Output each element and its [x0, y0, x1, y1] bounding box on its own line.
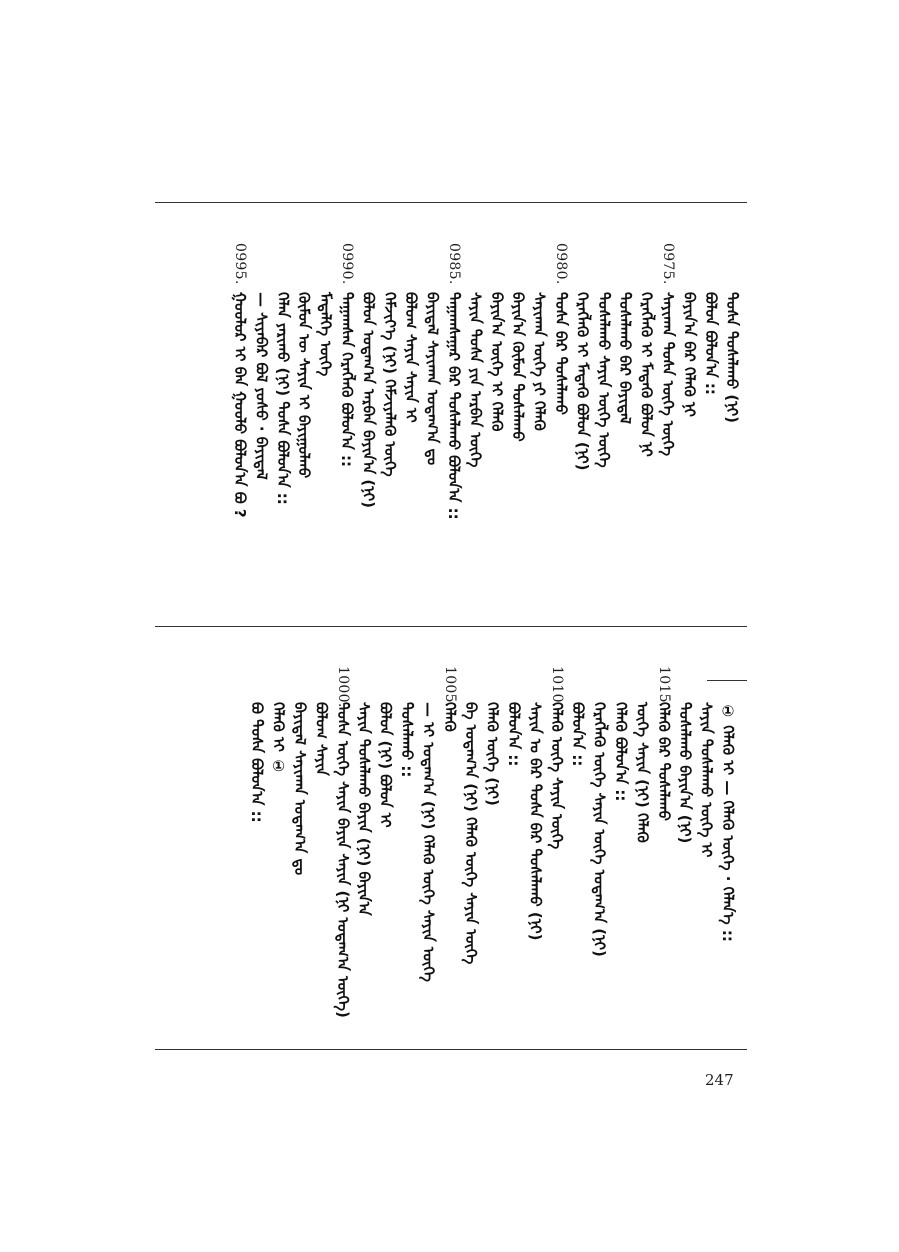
verse-line: ᠪᠠᠶᠢᠳᠠᠯ ᠰᠠᠶᠢᠬᠠᠨ ᠤᠳᠠᠭ᠎ᠠ ᠳᠤ	[423, 292, 442, 466]
verse-line: ᠲᠠᠭᠠᠭᠰᠠᠭᠠᠷ ᠪᠠᠷ ᠲᠤᠰᠠᠯᠠᠬᠤ ᠪᠣᠯᠤᠨ᠎ᠠ ::	[445, 292, 463, 520]
verse-line: ᠪᠠ ᠤᠳᠠᠭ᠎ᠠ (ᠨᠢ) ᠬᠡᠯᠡᠬᠦ ᠦᠭᠡ ᠰᠠᠶᠢᠨ ᠦᠭᠡ	[462, 702, 481, 965]
verse-line: ᠰᠠᠶᠢᠨ ᠲᠤᠰᠠᠯᠠᠬᠤ ᠦᠭᠡ ᠢ	[697, 702, 716, 858]
bottom-rule	[155, 1049, 747, 1050]
verse-line: ᠪᠠᠶᠢᠨ᠎ᠠ ᠪᠠᠷ ᠬᠡᠯᠡᠬᠦ ᠨᠢ	[680, 292, 699, 417]
verse-line: ᠬᠡᠷᠡᠭᠯᠡᠬᠦ ᠦᠭᠡ ᠰᠠᠶᠢᠨ ᠦᠭᠡ ᠤᠳᠠᠭ᠎ᠠ (ᠨᠢ)	[590, 702, 609, 957]
middle-rule	[155, 626, 747, 627]
verse-line: ᠰᠠᠶᠢᠨ ᠲᠤᠰᠠ ᠶᠢᠨ ᠠᠷᠪᠠᠨ ᠦᠭᠡ	[466, 292, 485, 468]
line-number: 0985.	[446, 243, 462, 285]
verse-line: ᠦᠭᠡ ᠰᠠᠶᠢᠨ (ᠨᠢ) ᠬᠡᠯᠡᠬᠦ	[633, 702, 652, 843]
verse-line: ᠭᠤᠤᠯᠤᠷ ᠢ ᠪᠠᠨ ᠭᠤᠤᠯᠤ ᠪᠤᠯᠤᠨ᠎ᠠ ᠪᠤ ?	[231, 292, 249, 518]
line-number: 1010.	[548, 666, 565, 708]
verse-line: ᠲᠤᠰᠠᠯᠠᠬᠤ ::	[398, 702, 416, 778]
top-rule	[155, 202, 747, 203]
verse-line: ᠪᠣᠯᠤᠨ᠎ᠠ ::	[505, 702, 523, 767]
verse-line: ᠬᠡᠯᠡᠬᠦ ᠪᠠᠷ ᠲᠤᠰᠠᠯᠠᠬᠤ	[654, 702, 673, 821]
verse-line: ᠪᠠᠶᠢᠨ᠎ᠠ ᠬᠦᠮᠦᠨ ᠲᠤᠰᠠᠯᠠᠬᠤ	[509, 292, 528, 442]
line-number: 1005.	[441, 666, 458, 708]
verse-line: ᠰᠠᠶᠢᠬᠠᠨ ᠦᠭᠡ ᠶᠢ ᠬᠡᠯᠡᠬᠦ	[530, 292, 549, 431]
line-number: 0975.	[660, 243, 676, 285]
line-number: 1015.	[655, 666, 672, 708]
verse-line: ᠲᠤᠰᠠᠯᠠᠬᠤ ᠪᠠᠷ ᠪᠠᠶᠢᠳᠠᠯ	[616, 292, 635, 425]
verse-line: ① ᠬᠡᠯᠡᠬᠦ ᠢ — ᠬᠡᠯᠡᠬᠦ ᠦᠭᠡ · ᠬᠡᠯᠡᠨ᠎ᠡ ::	[719, 702, 737, 942]
verse-line: ᠮᠡᠳᠡᠯᠭᠡ ᠦᠭᠡ	[316, 292, 335, 377]
verse-line: ᠰᠠᠶᠢᠨ ᠤ ᠪᠠᠷ ᠲᠤᠰᠠ ᠪᠠᠷ ᠲᠤᠰᠠᠯᠠᠬᠤ (ᠨᠢ)	[526, 702, 545, 941]
verse-line: ᠪᠣᠯᠣᠭ ᠰᠠᠶᠢᠨ	[312, 702, 331, 776]
verse-line: ᠬᠡᠯᠡᠬᠦ	[440, 702, 459, 732]
verse-line: ᠪᠣᠯᠣᠨ ᠪᠣᠯᠤᠨ᠎ᠠ ::	[701, 292, 720, 395]
verse-line: ᠪᠠᠶᠢᠨ᠎ᠠ ᠦᠭᠡ ᠢ ᠬᠡᠯᠡᠬᠦ	[487, 292, 506, 432]
verse-line: ᠬᠡᠯᠡᠬᠦ ᠦᠭᠡ ᠰᠠᠶᠢᠨ ᠦᠭᠡ	[547, 702, 566, 850]
verse-line: ᠬᠡᠯᠡᠨ ᠶᠠᠷᠢᠬᠤ (ᠨᠢ) ᠲᠤᠰᠠ ᠪᠣᠯᠤᠨ᠎ᠠ ::	[273, 292, 292, 505]
verse-line: — ᠰᠢᠶᠠᠪᠠᠷ ᠪᠣᠯ ᠶᠣᠰᠤ · ᠪᠠᠶᠢᠳᠠᠯ	[252, 292, 271, 480]
verse-line: ᠬᠡᠷᠡᠭᠯᠡᠬᠦ ᠢ ᠮᠡᠳᠡᠬᠦ ᠪᠣᠯᠣᠨ (ᠨᠢ)	[573, 292, 592, 471]
verse-line: ᠪᠣᠯᠣᠭ ᠰᠠᠶᠢᠨ ᠰᠠᠶᠢᠨ ᠢ	[402, 292, 421, 423]
verse-line: ᠲᠤᠰᠠᠯᠠᠬᠤ ᠰᠠᠶᠢᠨ ᠦᠭᠡ ᠦᠭᠡ	[594, 292, 613, 468]
verse-line: ᠪᠣᠯᠤᠨ᠎ᠠ ::	[569, 702, 588, 767]
verse-line: ᠪᠣᠯᠤᠨ ᠤᠳᠠᠭ᠎ᠠ ᠠᠷᠪᠠᠨ ᠪᠠᠶᠢᠨ᠎ᠠ (ᠨᠢ)	[359, 292, 378, 509]
verse-line: ᠲᠤᠰᠠ ᠲᠤᠰᠠᠯᠠᠬᠤ (ᠨᠢ)	[723, 292, 742, 423]
line-number: 0990.	[339, 243, 355, 285]
verse-line: ᠪᠣ ᠲᠤᠰᠠ ᠪᠣᠯᠤᠨ᠎ᠠ ::	[248, 702, 267, 823]
verse-line: ᠪᠣᠯᠤᠨ (ᠨᠢ) ᠪᠣᠯᠣᠨ ᠢ	[376, 702, 395, 828]
verse-line: ᠪᠠᠶᠢᠳᠠᠯ ᠰᠠᠶᠢᠬᠠᠨ ᠤᠳᠠᠭ᠎ᠠ ᠳᠤ	[291, 702, 309, 876]
footnote-rule	[707, 680, 747, 681]
line-number: 1000.	[334, 666, 351, 708]
verse-line: ᠰᠠᠶᠢᠬᠠᠨ ᠲᠤᠰᠠ ᠦᠭᠡ ᠦᠭᠡ	[659, 292, 677, 456]
verse-line: ᠲᠤᠰᠠᠯᠠᠬᠤ ᠪᠠᠶᠢᠨ᠎ᠠ (ᠨᠢ)	[676, 702, 695, 844]
verse-line: ᠲᠤᠰᠠ ᠪᠠᠷ ᠲᠤᠰᠠᠯᠠᠬᠤ	[552, 292, 570, 415]
verse-line: ᠲᠤᠰᠠ ᠦᠭᠡ ᠰᠠᠶᠢᠨ ᠪᠠᠶᠢᠨ ᠰᠠᠶᠢᠨ (ᠨᠢ ᠤᠳᠠᠭ᠎ᠠ ᠦᠭᠡ)	[333, 702, 352, 1018]
verse-line: ᠬᠡᠮᠵᠢᠶ᠎ᠡ (ᠨᠢ) ᠬᠡᠮᠵᠢᠶᠡᠯᠡᠬᠦ ᠦᠭᠡ	[380, 292, 399, 477]
verse-line: ᠬᠡᠯᠡᠬᠦ ᠪᠣᠯᠤᠨ᠎ᠠ ::	[612, 702, 630, 802]
verse-line: ᠬᠡᠷᠡᠭᠯᠡᠬᠦ ᠢ ᠮᠡᠳᠡᠬᠦ ᠪᠣᠯᠣᠨ ᠨᠢ	[637, 292, 656, 457]
line-number: 0995.	[232, 243, 248, 285]
verse-line: ᠰᠠᠶᠢᠨ ᠲᠤᠰᠠᠯᠠᠬᠤ ᠪᠠᠶᠢᠨ (ᠨᠢ) ᠪᠠᠶᠢᠨ᠎ᠠ	[355, 702, 374, 916]
verse-line: — ᠢ ᠤᠳᠠᠭ᠎ᠠ (ᠨᠢ) ᠬᠡᠯᠡᠬᠦ ᠦᠭᠡ ᠰᠠᠶᠢᠨ ᠦᠭᠡ	[419, 702, 438, 982]
verse-line: ᠬᠡᠯᠡᠬᠦ ᠦᠭᠡ (ᠨᠢ)	[483, 702, 502, 806]
verse-line: ᠬᠡᠯᠡᠬᠦ ᠢ ①	[269, 702, 288, 776]
line-number: 0980.	[553, 243, 569, 285]
verse-line: ᠲᠠᠭᠠᠭᠰᠠᠨ ᠬᠡᠷᠡᠭᠯᠡᠬᠦ ᠪᠣᠯᠤᠨ᠎ᠠ ::	[338, 292, 356, 468]
page-number: 247	[705, 1071, 734, 1089]
verse-line: ᠬᠦᠮᠦᠨ ᠦ ᠰᠠᠶᠢᠨ ᠢ ᠪᠠᠶᠢᠭᠤᠯᠬᠤ	[295, 292, 314, 479]
